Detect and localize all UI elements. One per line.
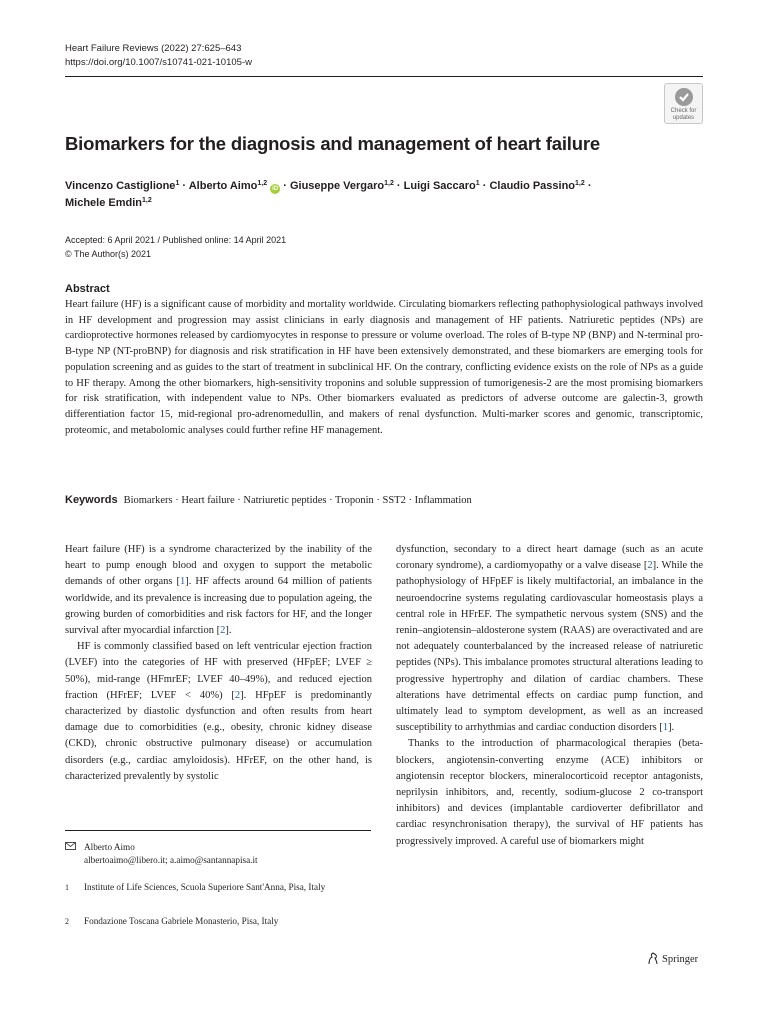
citation-link[interactable]: 1 — [179, 576, 186, 588]
body-paragraph — [65, 639, 372, 785]
author-affiliation: 1 — [475, 180, 480, 187]
author-affiliation: 1 — [175, 180, 180, 187]
body-text: ]. HFpEF is predominantly characterized by diastolic dysfunction and often results from heart damage due to comorbidities (e.g., obesity, chronic kidney disease (CKD), chronic obstructive pulmonary disease) or accumulation disorders (e.g., cardiac amyloidosis). HFrEF, on the other hand, is characterized prevalently by systolic — [65, 689, 372, 782]
doi-link[interactable]: https://doi.org/10.1007/s10741-021-10105-w — [65, 57, 252, 68]
author-affiliation: 1,2 — [575, 180, 585, 187]
journal-citation: Heart Failure Reviews (2022) 27:625–643 — [65, 43, 242, 54]
body-paragraph: Thanks to the introduction of pharmacological therapies (beta-blockers, angiotensin-converting enzyme (ACE) inhibitors or angiotensin receptor blockers, mineralocorticoid receptor antagonists, neprilysin inhibitors, and, recently, sodium-glucose 2 co-transport inhibitors) and devices (implantable cardioverter defibrillator and cardiac resynchronisation therapy), the survival of HF patients has progressively improved. A careful use of biomarkers might — [396, 738, 703, 847]
body-column-right — [396, 542, 703, 850]
body-text: ]. While the pathophysiology of HFpEF is likely multifactorial, an imbalance in the neuroendocrine systems regulating cardiovascular homeostasis plays a central role in HFrEF. The sympathetic nervous system (SNS) and the renin–angiotensin–aldosterone system (RAAS) are overactivated and are not adequately counterbalanced by the increased release of natriuretic peptides (NPs). This imbalance promotes structural alterations leading to progressive hypertrophy and dilation of cardiac chambers. These alterations have detrimental effects on cardiac pump function, and ultimately lead to symptom development, as well as an increased susceptibility to arrhythmias and cardiac conduction disorders [ — [396, 560, 703, 734]
publisher-name: Springer — [662, 954, 699, 965]
body-text: ]. — [668, 722, 675, 734]
author-affiliation: 1,2 — [384, 180, 394, 187]
check-for-updates-badge[interactable] — [664, 83, 703, 124]
publication-dates — [65, 234, 286, 261]
author-name[interactable]: Vincenzo Castiglione — [65, 180, 176, 192]
corresponding-author-name: Alberto Aimo — [84, 842, 135, 852]
author-name[interactable]: Claudio Passino — [489, 180, 576, 192]
body-text: ]. — [225, 625, 232, 637]
affiliation-marker: 1 — [65, 883, 69, 892]
author-name[interactable]: Luigi Saccaro — [403, 180, 476, 192]
body-paragraph — [65, 542, 372, 639]
springer-horse-icon — [647, 952, 659, 965]
body-text: dysfunction, secondary to a direct heart damage (such as an acute coronary syndrome), a cardiomyopathy or a valve disease [ — [396, 544, 703, 572]
abstract-text: Heart failure (HF) is a significant cause of morbidity and mortality worldwide. Circulating biomarkers reflecting pathophysiological pathways involved in HF development and progression may assist clinicians in early diagnosis and management of HF patients. Natriuretic peptides (NPs) are cardioprotective hormones released by cardiomyocytes in response to pressure or volume overload. The roles of B-type NP (BNP) and N-terminal pro-B-type NP (NT-proBNP) for diagnosis and risk stratification in HF have been extensively demonstrated, and these biomarkers are emerging tools for population screening and as guides to the start of treatment in subclinical HF. On the contrary, conflicting evidence exists on the role of NPs as a guide to HF therapy. Among the other biomarkers, high-sensitivity troponins and soluble suppression of tumorigenesis-2 are the most promising biomarkers for risk stratification, with independent value to NPs. Other biomarkers evaluated as predictors of adverse outcome are galectin-3, growth differentiation factor 15, mid-regional pro-adrenomedullin, and makers of renal dysfunction. Multi-marker scores and genomic, transcriptomic, proteomic, and metabolomic analyses could further refine HF management. — [65, 299, 703, 436]
author-affiliation: 1,2 — [257, 180, 268, 187]
body-column-left — [65, 542, 372, 785]
abstract-heading: Abstract — [65, 283, 110, 295]
author-name[interactable]: Michele Emdin — [65, 197, 143, 209]
body-paragraph — [396, 542, 703, 736]
affiliation-footnote — [65, 915, 375, 931]
author-name[interactable]: Giuseppe Vergaro — [289, 180, 385, 192]
publisher-logo — [647, 952, 698, 965]
affiliation-footnote — [65, 881, 375, 911]
header-rule — [65, 76, 703, 77]
orcid-icon[interactable]: iD — [272, 186, 279, 192]
author-name[interactable]: Alberto Aimo — [188, 180, 258, 192]
citation-link[interactable]: 2 — [234, 689, 241, 701]
keywords-label: Keywords — [65, 494, 118, 506]
copyright-notice: © The Author(s) 2021 — [65, 248, 152, 259]
journal-header — [65, 42, 252, 70]
envelope-icon — [65, 841, 76, 854]
footnote-rule — [65, 830, 371, 831]
article-title: Biomarkers for the diagnosis and management of heart failure — [65, 133, 600, 154]
affiliation-marker: 2 — [65, 917, 69, 926]
keywords — [65, 494, 705, 506]
affiliation-text: Institute of Life Sciences, Scuola Superiore Sant'Anna, Pisa, Italy — [84, 882, 326, 892]
keywords-list: Biomarkers · Heart failure · Natriuretic peptides · Troponin · SST2 · Inflammation — [123, 495, 472, 506]
citation-link[interactable]: 2 — [647, 560, 653, 572]
badge-line-1: Check for — [670, 108, 697, 114]
body-text: HF is commonly classified based on left ventricular ejection fraction (LVEF) into the categories of HF with preserved (HFpEF; LVEF ≥ 50%), mid-range (HFmrEF; LVEF 40–49%), and reduced ejection fraction (HFrEF; LVEF < 40%) [ — [65, 641, 372, 701]
body-text: Heart failure (HF) is a syndrome characterized by the inability of the heart to pump enough blood and oxygen to support the metabolic demands of other organs [ — [65, 544, 372, 588]
body-text: ]. HF affects around 64 million of patients worldwide, and its prevalence is increasing due to population ageing, the growing burden of comorbidities and risk factors for HF, and the longer survival after myocardial infarction [ — [65, 576, 372, 637]
check-for-updates-icon — [674, 87, 694, 107]
corresponding-author-footnote — [65, 841, 375, 871]
corresponding-author-email[interactable]: albertoaimo@libero.it; a.aimo@santannapisa.it — [84, 855, 258, 865]
author-list: Vincenzo Castiglione$^1$ · Alberto Aimo$^{1,2}$ iD · Giuseppe Vergaro$^{1,2}$ · Luigi Saccaro$^1$ · Claudio Passino$^{1,2}$ · Michele Emdin$^{1,2}$ — [65, 180, 592, 209]
badge-line-2: updates — [672, 114, 695, 121]
citation-link[interactable]: 2 — [220, 625, 226, 637]
accepted-date: Accepted: 6 April 2021 / Published online: 14 April 2021 — [65, 235, 287, 245]
affiliation-text: Fondazione Toscana Gabriele Monasterio, Pisa, Italy — [84, 916, 279, 926]
citation-link[interactable]: 1 — [662, 722, 669, 734]
author-affiliation: 1,2 — [142, 197, 152, 204]
